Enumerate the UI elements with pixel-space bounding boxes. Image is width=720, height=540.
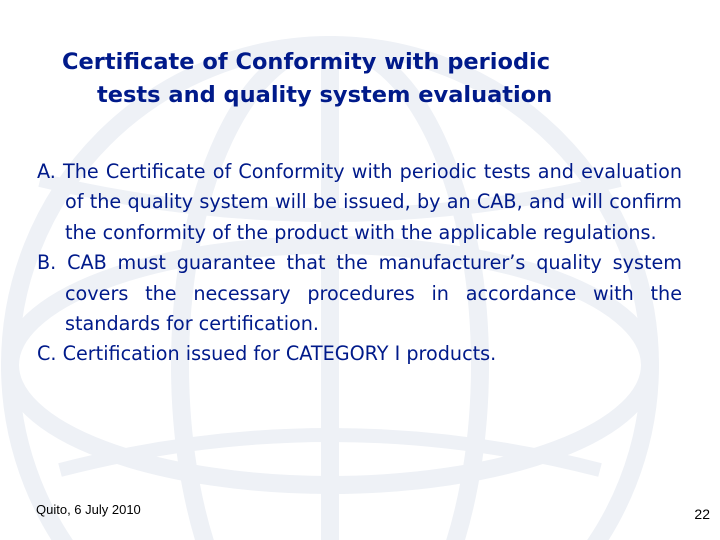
slide-title-line-1: Certificate of Conformity with periodic [62,49,551,75]
slide-title [60,46,680,112]
list-item-a: A. The Certificate of Conformity with periodic tests and evaluation of the quality system will be issued, by an CAB, and will confirm the conformity of the product with the applicable regulations. [37,160,682,244]
body-list [37,157,682,370]
slide-title-line-2: tests and quality system evaluation [97,82,553,108]
list-item-b: B. CAB must guarantee that the manufacturer’s quality system covers the necessary procedures in accordance with the standards for certification. [37,251,682,336]
footer-date: Quito, 6 July 2010 [36,502,141,517]
list-item-c: C. Certification issued for CATEGORY I products. [37,342,497,366]
page-number: 22 [694,506,710,522]
